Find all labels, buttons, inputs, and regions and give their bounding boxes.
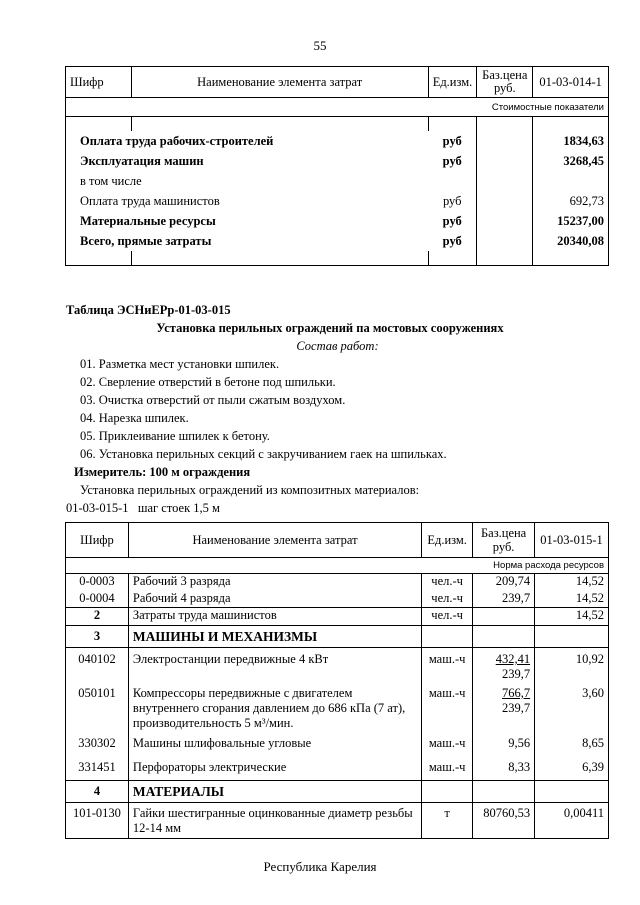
row-unit: маш.-ч	[422, 756, 473, 780]
row-value: 3,60	[535, 682, 609, 732]
header-unit: Ед.изм.	[428, 67, 477, 98]
header-norm: 01-03-015-1	[535, 523, 609, 558]
section-code: 4	[66, 780, 129, 802]
row-unit: руб	[428, 191, 477, 211]
row-unit: маш.-ч	[422, 648, 473, 683]
row-code: 101-0130	[66, 802, 129, 838]
row-name: Электростанции передвижные 4 кВт	[128, 648, 421, 683]
row-value: 14,52	[535, 574, 609, 591]
row-unit: чел.-ч	[422, 591, 473, 608]
header-unit: Ед.изм.	[422, 523, 473, 558]
header-name: Наименование элемента затрат	[128, 523, 421, 558]
row-name: Эксплуатация машин	[80, 153, 204, 168]
header-base-price: Баз.цена руб.	[473, 523, 535, 558]
row-unit: маш.-ч	[422, 732, 473, 756]
section-name: МАШИНЫ И МЕХАНИЗМЫ	[128, 626, 421, 648]
row-price: 432,41 239,7	[473, 648, 535, 683]
row-unit: маш.-ч	[422, 682, 473, 732]
row-name: Компрессоры передвижные с двигателем внутреннего сгорания давлением до 686 кПа (7 ат), производительность 5 м³/мин.	[128, 682, 421, 732]
row-value: 692,73	[569, 193, 604, 208]
row-unit: чел.-ч	[422, 574, 473, 591]
row-name: Рабочий 4 разряда	[128, 591, 421, 608]
resource-norms-table	[65, 522, 609, 839]
row-unit: чел.-ч	[422, 608, 473, 626]
row-name: Рабочий 3 разряда	[128, 574, 421, 591]
row-price: 239,7	[473, 591, 535, 608]
row-unit: руб	[428, 131, 477, 151]
row-value: 1834,63	[563, 133, 604, 148]
row-price: 8,33	[473, 756, 535, 780]
row-value: 20340,08	[557, 233, 604, 248]
subheader: Норма расхода ресурсов	[66, 558, 609, 574]
row-unit: руб	[428, 211, 477, 231]
row-code: 330302	[66, 732, 129, 756]
row-code: 2	[66, 608, 129, 626]
work-item: 01. Разметка мест установки шпилек.	[80, 357, 280, 371]
header-code: Шифр	[66, 67, 132, 98]
row-value: 10,92	[535, 648, 609, 683]
subheader: Стоимостные показатели	[66, 98, 609, 117]
section-title: Установка перильных ограждений па мостовых сооружениях	[156, 321, 504, 335]
row-name: Оплата труда рабочих-строителей	[80, 133, 274, 148]
work-item: 06. Установка перильных секций с закручиванием гаек на шпильках.	[80, 447, 447, 461]
footer-region: Республика Карелия	[263, 859, 377, 874]
section-name: МАТЕРИАЛЫ	[128, 780, 421, 802]
row-value: 14,52	[535, 608, 609, 626]
row-name: Гайки шестигранные оцинкованные диаметр резьбы 12-14 мм	[128, 802, 421, 838]
row-price: 209,74	[473, 574, 535, 591]
row-name: Перфораторы электрические	[128, 756, 421, 780]
header-norm: 01-03-014-1	[533, 67, 609, 98]
row-name: в том числе	[80, 173, 142, 188]
row-name: Машины шлифовальные угловые	[128, 732, 421, 756]
row-unit: т	[422, 802, 473, 838]
row-name: Оплата труда машинистов	[80, 193, 220, 208]
row-value: 6,39	[535, 756, 609, 780]
work-item: 03. Очистка отверстий от пыли сжатым воздухом.	[80, 393, 346, 407]
row-code: 0-0003	[66, 574, 129, 591]
row-value: 14,52	[535, 591, 609, 608]
row-value: 15237,00	[557, 213, 604, 228]
header-base-price: Баз.цена руб.	[477, 67, 533, 98]
row-price: 766,7 239,7	[473, 682, 535, 732]
page-number: 55	[313, 38, 327, 53]
row-code: 040102	[66, 648, 129, 683]
row-price: 9,56	[473, 732, 535, 756]
row-unit: руб	[428, 231, 477, 251]
row-unit: руб	[428, 151, 477, 171]
header-code: Шифр	[66, 523, 129, 558]
header-name: Наименование элемента затрат	[131, 67, 428, 98]
work-item: 05. Приклеивание шпилек к бетону.	[80, 429, 270, 443]
meter: Измеритель: 100 м ограждения	[74, 465, 251, 479]
row-price: 80760,53	[473, 802, 535, 838]
row-name: Материальные ресурсы	[80, 213, 216, 228]
work-title: Состав работ:	[296, 339, 379, 353]
row-value: 0,00411	[535, 802, 609, 838]
row-code: 050101	[66, 682, 129, 732]
row-code: 0-0004	[66, 591, 129, 608]
table-title: Таблица ЭСНиЕРр-01-03-015	[66, 303, 231, 317]
row-code: 331451	[66, 756, 129, 780]
norm-line: 01-03-015-1 шаг стоек 1,5 м	[66, 501, 220, 515]
row-name: Всего, прямые затраты	[80, 233, 212, 248]
row-value: 8,65	[535, 732, 609, 756]
row-value: 3268,45	[563, 153, 604, 168]
cost-indicators-table	[65, 66, 609, 266]
work-item: 02. Сверление отверстий в бетоне под шпильки.	[80, 375, 336, 389]
work-item: 04. Нарезка шпилек.	[80, 411, 189, 425]
description: Установка перильных ограждений из композитных материалов:	[80, 483, 420, 497]
section-code: 3	[66, 626, 129, 648]
row-name: Затраты труда машинистов	[128, 608, 421, 626]
